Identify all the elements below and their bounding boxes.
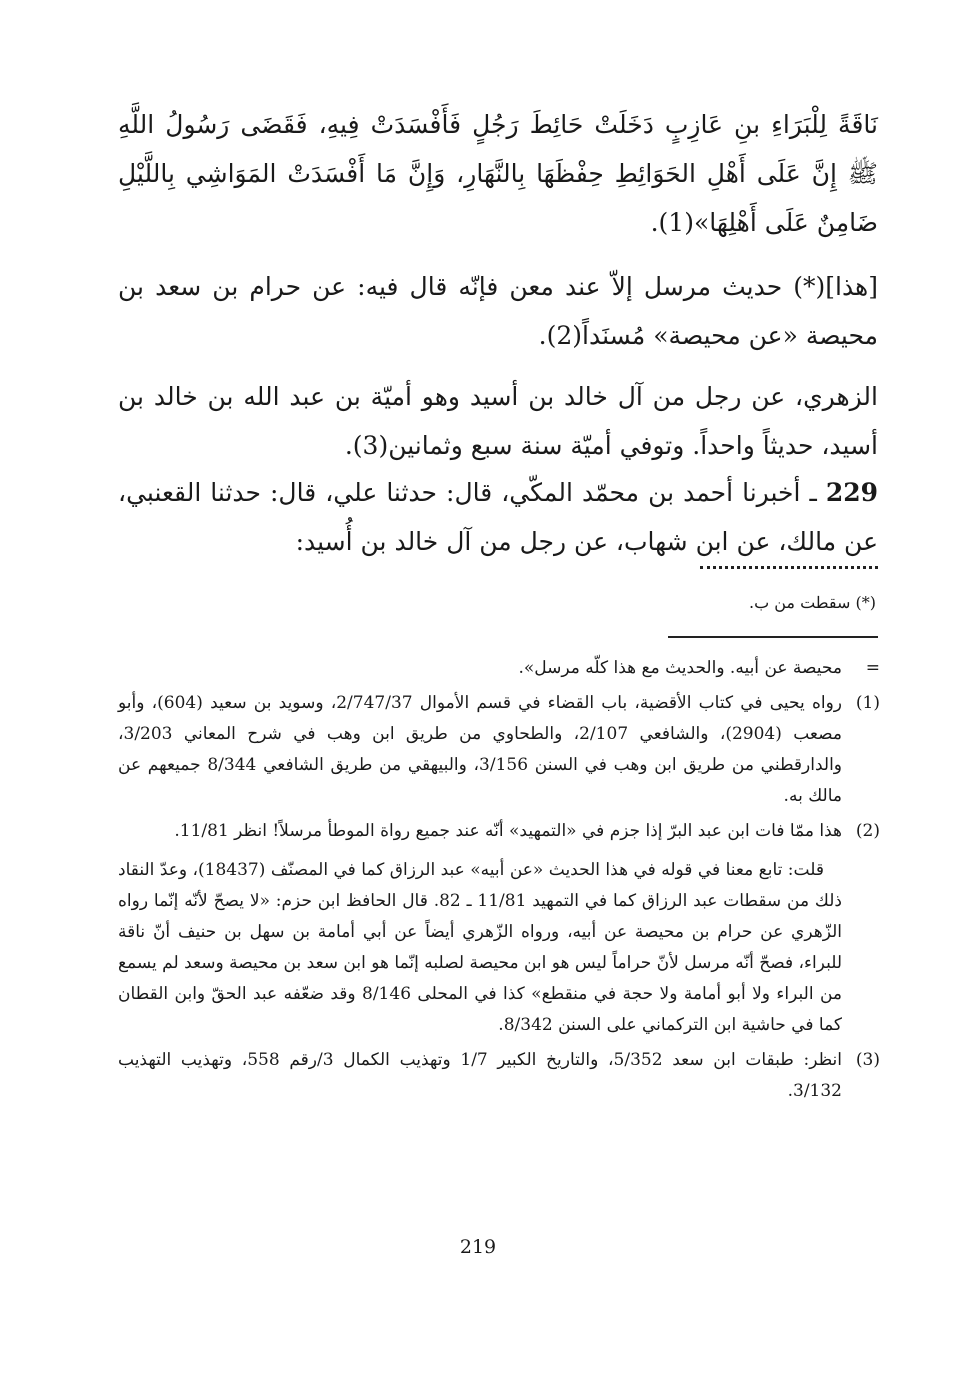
main-text-paragraph-3 bbox=[118, 372, 878, 470]
main-text-paragraph-2 bbox=[118, 262, 878, 360]
footnote-continuation bbox=[118, 653, 880, 684]
hadith-chain-text bbox=[118, 468, 878, 566]
hadith-number: 229 bbox=[825, 478, 878, 507]
footnote-mark: (1) bbox=[855, 693, 880, 713]
main-text-paragraph-4 bbox=[118, 468, 878, 566]
dotted-separator bbox=[700, 566, 878, 573]
footnote-text: هذا ممّا فات ابن عبد البرّ إذا جزم في «التمهيد» أنّه عند جميع رواة الموطأ مرسلاً! انظر 11/81. bbox=[174, 821, 842, 841]
commentary-text: [هذا](*) حديث مرسل إلاّ عند معن فإنّه قال فيه: عن حرام بن سعد بن محيصة «عن محيصة» مُسنَداً(2). bbox=[118, 272, 878, 350]
narrator-text: الزهري، عن رجل من آل خالد بن أسيد وهو أميّة بن عبد الله بن خالد بن أسيد، حديثاً واحداً. وتوفي أميّة سنة سبع وثمانين(3). bbox=[118, 382, 878, 460]
footnote-1 bbox=[118, 688, 880, 812]
footnote-3 bbox=[118, 1045, 880, 1107]
footnote-mark: (2) bbox=[855, 821, 880, 841]
footnote-text: محيصة عن أبيه. والحديث مع هذا كلّه مرسل». bbox=[518, 658, 842, 678]
footnotes bbox=[118, 653, 880, 1111]
main-text-paragraph-1 bbox=[118, 100, 878, 247]
footnote-text: رواه يحيى في كتاب الأقضية، باب القضاء في قسم الأموال 2/747/37، وسويد بن سعيد (604)، وأبو مصعب (2904)، والشافعي 2/107، والطحاوي من طريق ابن وهب في شرح المعاني 3/203، والدارقطني من طريق ابن وهب في السنن 3/156، والبيهقي من طريق الشافعي 8/344 جميعهم عن مالك به. bbox=[118, 693, 843, 806]
footnote-mark: = bbox=[865, 658, 880, 678]
chain-text: ـ أخبرنا أحمد بن محمّد المكّي، قال: حدثنا علي، قال: حدثنا القعنبي، عن مالك، عن ابن شهاب، عن رجل من آل خالد بن أُسيد: bbox=[118, 478, 878, 556]
page-number: 219 bbox=[459, 1236, 497, 1258]
footnote-text: انظر: طبقات ابن سعد 5/352، والتاريخ الكبير 1/7 وتهذيب الكمال 3/رقم 558، وتهذيب التهذيب 3/132. bbox=[118, 1050, 842, 1101]
hadith-text: نَاقَةً لِلْبَرَاءِ بنِ عَازِبٍ دَخَلَتْ حَائِطَ رَجُلٍ فَأَفْسَدَتْ فِيهِ، فَقَضَى رَسُولُ اللَّهِ ﷺ إِنَّ عَلَى أَهْلِ الحَوَائِطِ حِفْظَهَا بِالنَّهَارِ، وَإِنَّ مَا أَفْسَدَتْ المَوَاشِي بِاللَّيْلِ ضَامِنٌ عَلَى أَهْلِهَا»(1). bbox=[118, 110, 878, 237]
footnote-mark: (3) bbox=[855, 1050, 880, 1070]
footnote-rule bbox=[668, 636, 878, 638]
star-note: (*) سقطت من ب. bbox=[749, 593, 876, 612]
footnote-2 bbox=[118, 816, 880, 847]
footnote-2-comment: قلت: تابع معنا في قوله في هذا الحديث «عن أبيه» عبد الرزاق كما في المصنّف (18437)، وعدّ النقاد ذلك من سقطات عبد الرزاق كما في التمهيد 11/81 ـ 82. قال الحافظ ابن حزم: «لا يصحّ لأنّه إنّما رواه الزّهري عن حرام بن محيصة عن أبيه، ورواه الزّهري أيضاً عن أبي أمامة بن سهل بن حنيف أنّ ناقة للبراء، فصحّ أنّه مرسل لأنّ حراماً ليس هو ابن محيصة لصلبه إنّما هو ابن سعد بن محيصة وسعد لم يسمع من البراء ولا أبو أمامة ولا حجة في منقطع» كذا في المحلى 8/146 وقد ضعّفه عبد الحقّ وابن القطان كما في حاشية ابن التركماني على السنن 8/342. bbox=[118, 860, 842, 1035]
